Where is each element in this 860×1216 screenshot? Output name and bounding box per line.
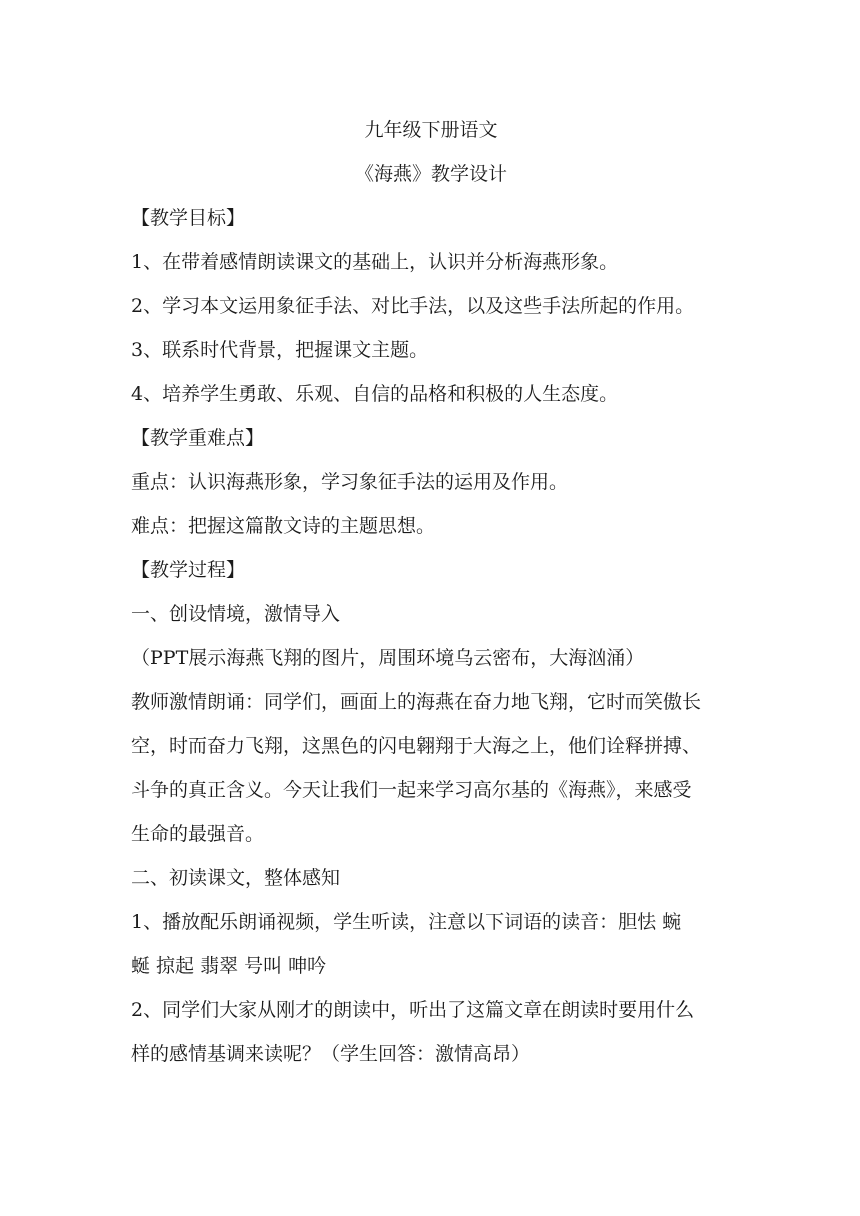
section2-item1-line: 蜒 掠起 翡翠 号叫 呻吟 <box>131 955 327 977</box>
section2-item2-line: 2、同学们大家从刚才的朗读中，听出了这篇文章在朗读时要用什么 <box>131 999 695 1021</box>
key-points-heading: 【教学重难点】 <box>131 427 265 449</box>
section2-heading: 二、初读课文，整体感知 <box>131 867 341 889</box>
objective-item: 3、联系时代背景，把握课文主题。 <box>131 339 429 361</box>
objective-item: 1、在带着感情朗读课文的基础上，认识并分析海燕形象。 <box>131 251 619 273</box>
section1-teacher-line: 生命的最强音。 <box>131 823 265 845</box>
document-subtitle: 《海燕》教学设计 <box>354 163 507 185</box>
section2-item2-line: 样的感情基调来读呢？（学生回答：激情高昂） <box>131 1043 531 1065</box>
section1-teacher-line: 斗争的真正含义。今天让我们一起来学习高尔基的《海燕》，来感受 <box>131 779 692 801</box>
document-title: 九年级下册语文 <box>364 119 498 141</box>
document-body <box>131 108 731 1076</box>
process-heading: 【教学过程】 <box>131 559 246 581</box>
section1-teacher-line: 教师激情朗诵：同学们，画面上的海燕在奋力地飞翔，它时而笑傲长 <box>131 691 702 713</box>
section1-heading: 一、创设情境，激情导入 <box>131 603 341 625</box>
objectives-heading: 【教学目标】 <box>131 207 246 229</box>
objective-item: 2、学习本文运用象征手法、对比手法，以及这些手法所起的作用。 <box>131 295 695 317</box>
objective-item: 4、培养学生勇敢、乐观、自信的品格和积极的人生态度。 <box>131 383 619 405</box>
section1-teacher-line: 空，时而奋力飞翔，这黑色的闪电翱翔于大海之上，他们诠释拼搏、 <box>131 735 702 757</box>
section1-ppt-note: （PPT展示海燕飞翔的图片，周围环境乌云密布，大海汹涌） <box>131 647 645 669</box>
section2-item1-line: 1、播放配乐朗诵视频，学生听读，注意以下词语的读音：胆怯 蜿 <box>131 911 682 933</box>
key-point: 重点：认识海燕形象，学习象征手法的运用及作用。 <box>131 471 569 493</box>
difficult-point: 难点：把握这篇散文诗的主题思想。 <box>131 515 436 537</box>
